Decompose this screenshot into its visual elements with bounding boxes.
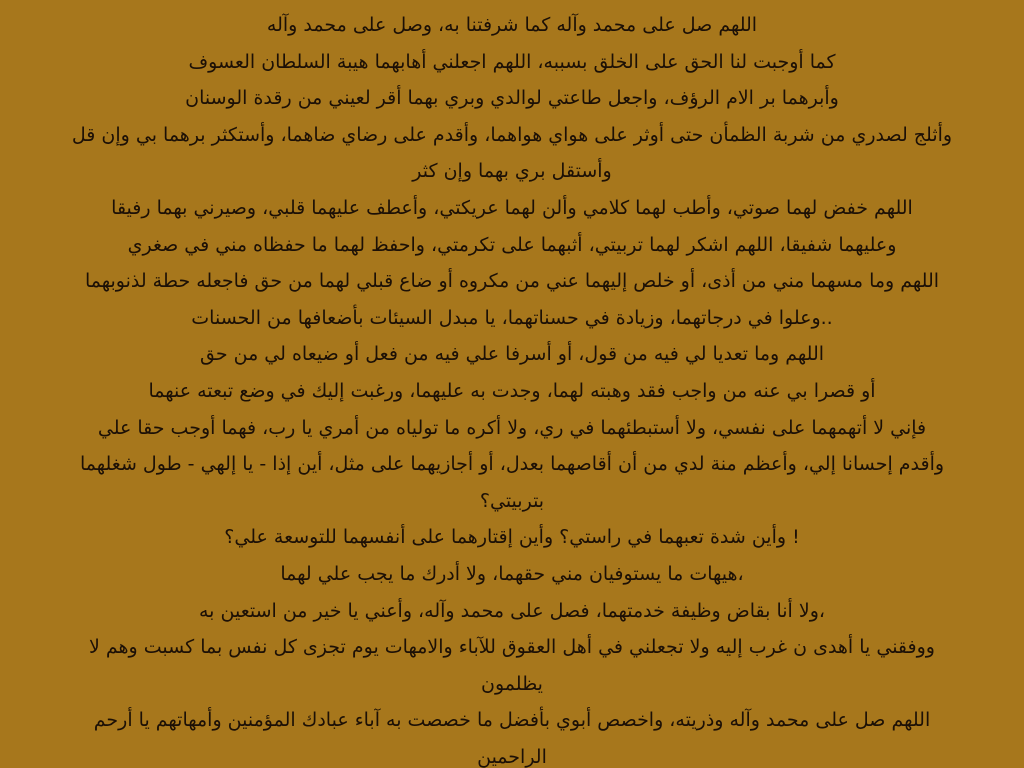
text-line: فإني لا أتهمهما على نفسي، ولا أستبطئهما في ري، ولا أكره ما تولياه من أمري يا رب، فهما أوجب حقا علي	[97, 416, 927, 439]
text-line: الراحمين	[477, 745, 547, 768]
text-line: ،ولا أنا بقاض وظيفة خدمتهما، فصل على محمد وآله، وأعني يا خير من استعين به	[198, 599, 826, 622]
text-line: ووفقني يا أهدى ن غرب إليه ولا تجعلني في أهل العقوق للآباء والامهات يوم تجزى كل نفس بما كسبت وهم لا	[89, 636, 935, 659]
text-line: ..وعلوا في درجاتهما، وزيادة في حسناتهما، يا مبدل السيئات بأضعافها من الحسنات	[191, 306, 833, 329]
text-line: اللهم وما تعديا لي فيه من قول، أو أسرفا علي فيه من فعل أو ضيعاه لي من حق	[199, 343, 825, 366]
text-line: يظلمون	[481, 672, 543, 695]
text-line: اللهم خفض لهما صوتي، وأطب لهما كلامي وألن لهما عريكتي، وأعطف عليهما قلبي، وصيرني بهما رفيقا	[111, 196, 913, 219]
text-line: ،هيهات ما يستوفيان مني حقهما، ولا أدرك ما يجب علي لهما	[280, 562, 744, 585]
text-line: أو قصرا بي عنه من واجب فقد وهبته لهما، وجدت به عليهما، ورغبت إليك في وضع تبعته عنهما	[148, 379, 876, 402]
text-line: ! وأين شدة تعبهما في راستي؟ وأين إقتارهما على أنفسهما للتوسعة علي؟	[224, 526, 800, 549]
text-line: اللهم وما مسهما مني من أذى، أو خلص إليهما عني من مكروه أو ضاع قبلي لهما من حق فاجعله حطة لذنوبهما	[84, 270, 940, 293]
text-line: كما أوجبت لنا الحق على الخلق بسببه، اللهم اجعلني أهابهما هيبة السلطان العسوف	[188, 50, 836, 73]
text-line: وأثلج لصدري من شربة الظمأن حتى أوثر على هواي هواهما، وأقدم على رضاي ضاهما، وأستكثر برهما بي وإن قل	[71, 123, 953, 146]
text-line: وأستقل بري بهما وإن كثر	[412, 160, 612, 183]
text-line: اللهم صل على محمد وآله وذريته، واخصص أبوي بأفضل ما خصصت به آباء عبادك المؤمنين وأمهاتهم يا أرحم	[93, 709, 931, 732]
text-line: اللهم صل على محمد وآله كما شرفتنا به، وصل على محمد وآله	[266, 14, 758, 36]
text-line: وأقدم إحسانا إلي، وأعظم منة لدي من أن أقاصهما بعدل، أو أجازيهما على مثل، أين إذا - يا إلهي - طول شغلهما	[79, 453, 945, 476]
text-line: وأبرهما بر الام الرؤف، واجعل طاعتي لوالدي وبري بهما أقر لعيني من رقدة الوسنان	[185, 87, 839, 110]
text-line: وعليهما شفيقا، اللهم اشكر لهما تربيتي، أثبهما على تكرمتي، واحفظ لهما ما حفظاه مني في صغري	[127, 233, 897, 256]
text-line: بتربيتي؟	[479, 489, 545, 512]
